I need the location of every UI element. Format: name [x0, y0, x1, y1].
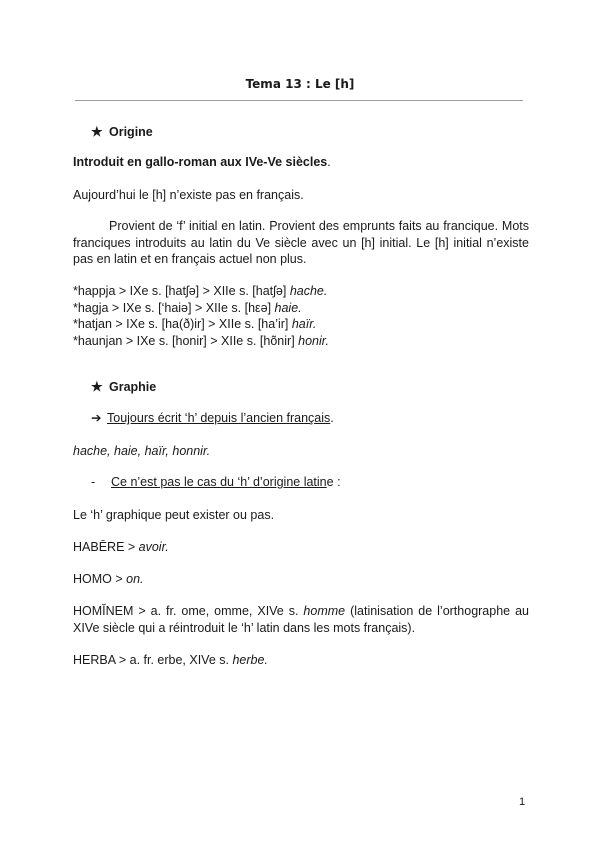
herba-line: HERBA > a. fr. erbe, XIVe s. herbe.	[73, 653, 268, 667]
example-line: *happja > IXe s. [hatʃə] > XIIe s. [hatʃə] hache.	[73, 284, 328, 298]
page-number: 1	[519, 796, 526, 808]
page-title: Tema 13 : Le [h]	[245, 77, 355, 91]
graphique-line: Le ‘h’ graphique peut exister ou pas.	[73, 508, 275, 522]
dash-bullet: -	[91, 475, 96, 489]
arrow-right-icon: ➔	[91, 411, 102, 425]
origin-paragraph: Provient de ‘f’ initial en latin. Provient des emprunts faits au francique. Mots franciques introduits au latin du Ve siècle avec un [h] initial. Le [h] initial n’existe pas en latin et en français actuel non plus.	[73, 219, 529, 266]
intro-line: Introduit en gallo-roman aux IVe-Ve siècles.	[73, 155, 331, 169]
hominem-paragraph: HOMĬNEM > a. fr. ome, omme, XIVe s. homme (latinisation de l’orthographe au XIVe siècle qui a réintroduit le ‘h’ latin dans les mots français).	[73, 604, 529, 635]
title-divider	[75, 100, 523, 101]
section-heading-origine: ★ Origine	[91, 124, 153, 139]
homo-line: HOMO > on.	[73, 572, 144, 586]
star-bullet-icon: ★	[91, 124, 103, 139]
section-heading-graphie: ★ Graphie	[91, 379, 157, 394]
intro-bold-text: Introduit en gallo-roman aux IVe-Ve siècles	[73, 155, 328, 169]
star-bullet-icon: ★	[91, 379, 103, 394]
graphie-examples: hache, haie, haïr, honnir.	[73, 444, 211, 458]
habere-line: HABĒRE > avoir.	[73, 540, 169, 554]
arrow-line: ➔ Toujours écrit ‘h’ depuis l’ancien français.	[91, 411, 334, 425]
example-line: *hagja > IXe s. [‘haiə] > XIIe s. [hεə] haie.	[73, 300, 302, 315]
example-line: *hatjan > IXe s. [ha(ð)ir] > XIIe s. [ha’ir] haïr.	[73, 317, 317, 331]
example-line: *haunjan > IXe s. [honir] > XIIe s. [hõnir] honir.	[73, 333, 329, 348]
aujourdhui-line: Aujourd’hui le [h] n’existe pas en français.	[73, 188, 304, 202]
example-list	[73, 283, 329, 349]
dash-line: - Ce n’est pas le cas du ‘h’ d’origine latine :	[91, 475, 341, 489]
